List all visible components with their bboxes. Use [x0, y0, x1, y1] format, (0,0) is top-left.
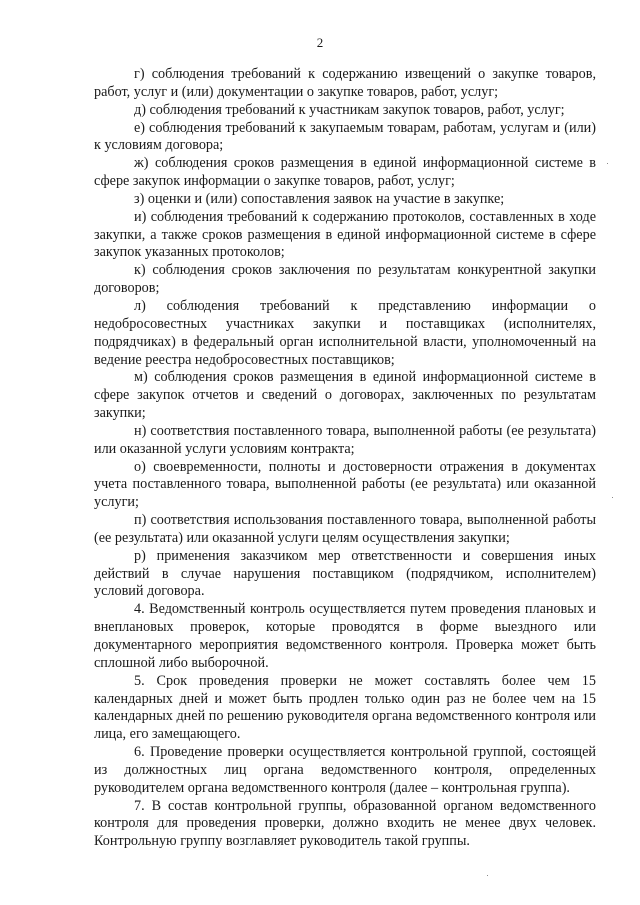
document-body	[94, 66, 596, 851]
paragraph-clause-7: 7. В состав контрольной группы, образованной органом ведомственного контроля для проведения проверки, должно входить не менее двух человек. Контрольную группу возглавляет руководитель такой группы.	[94, 797, 596, 850]
scan-speck	[487, 875, 488, 876]
paragraph-item-k: к) соблюдения сроков заключения по результатам конкурентной закупки договоров;	[94, 262, 596, 297]
page-number: 2	[316, 35, 324, 50]
paragraph-item-i: и) соблюдения требований к содержанию протоколов, составленных в ходе закупки, а также сроков размещения в единой информационной системе в сфере закупок указанных протоколов;	[94, 208, 596, 261]
paragraph-clause-6: 6. Проведение проверки осуществляется контрольной группой, состоящей из должностных лиц органа ведомственного контроля, определенных руководителем органа ведомственного контроля (далее – контрольная группа).	[94, 744, 596, 796]
paragraph-item-o: о) своевременности, полноты и достоверности отражения в документах учета поставленного товара, выполненной работы (ее результата) или оказанной услуги;	[94, 458, 596, 511]
scan-speck	[607, 163, 608, 164]
paragraph-item-n: н) соответствия поставленного товара, выполненной работы (ее результата) или оказанной услуги условиям контракта;	[94, 422, 596, 457]
paragraph-clause-4: 4. Ведомственный контроль осуществляется путем проведения плановых и внеплановых проверок, которые проводятся в форме выездного или документарного мероприятия ведомственного контроля. Проверка может быть сплошной либо выборочной.	[94, 601, 596, 671]
paragraph-item-r: р) применения заказчиком мер ответственности и совершения иных действий в случае нарушения поставщиком (подрядчиком, исполнителем) условий договора.	[94, 547, 596, 600]
paragraph-item-e: е) соблюдения требований к закупаемым товарам, работам, услугам и (или) к условиям договора;	[94, 119, 596, 154]
paragraph-item-g: г) соблюдения требований к содержанию извещений о закупке товаров, работ, услуг и (или) документации о закупке товаров, работ, услуг;	[94, 66, 596, 100]
paragraph-clause-5: 5. Срок проведения проверки не может составлять более чем 15 календарных дней и может быть продлен только один раз не более чем на 15 календарных дней по решению руководителя органа ведомственного контроля или лица, его замещающего.	[94, 672, 596, 743]
paragraph-item-p: п) соответствия использования поставленного товара, выполненной работы (ее результата) или оказанной услуги целям осуществления закупки;	[94, 512, 596, 546]
paragraph-item-z: з) оценки и (или) сопоставления заявок на участие в закупке;	[134, 190, 505, 207]
paragraph-item-m: м) соблюдения сроков размещения в единой информационной системе в сфере закупок отчетов и сведений о договорах, заключенных по результатам закупки;	[94, 369, 596, 422]
scan-speck	[612, 497, 613, 498]
paragraph-item-l: л) соблюдения требований к представлению информации о недобросовестных участниках закупки и поставщиках (исполнителях, подрядчиках) в федеральный орган исполнительной власти, уполномоченный на ведение реестра недобросовестных поставщиков;	[94, 297, 596, 368]
paragraph-item-zh: ж) соблюдения сроков размещения в единой информационной системе в сфере закупок информации о закупке товаров, работ, услуг;	[94, 155, 596, 190]
paragraph-item-d: д) соблюдения требований к участникам закупок товаров, работ, услуг;	[134, 101, 565, 118]
